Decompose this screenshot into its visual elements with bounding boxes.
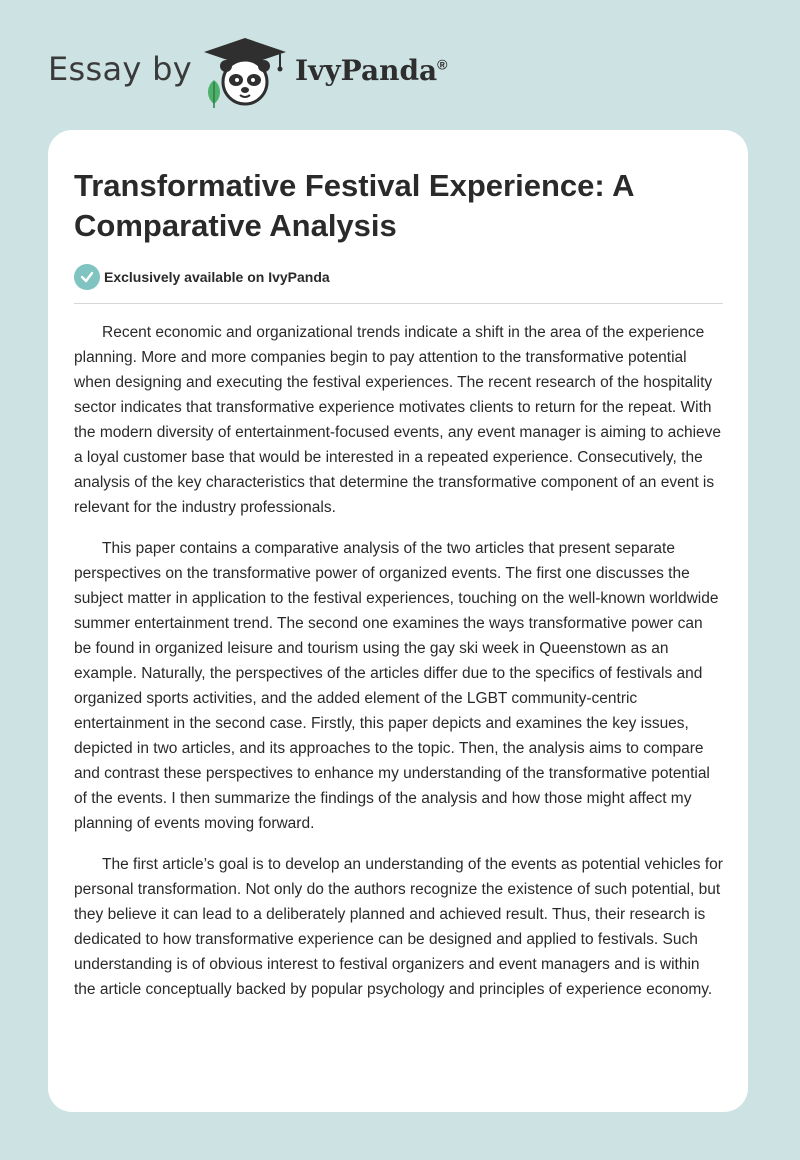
exclusive-badge: [74, 264, 330, 290]
essay-by-label: Essay by: [48, 50, 192, 88]
paragraph: This paper contains a comparative analysis of the two articles that present separate perspectives on the transformative power of organized events. The first one discusses the subject matter in application to the festival experiences, touching on the well-known worldwide summer entertainment trend. The second one examines the ways transformative power can be found in organized leisure and tourism using the gay ski week in Queenstown as an example. Naturally, the perspectives of the articles differ due to the specifics of festivals and organized sports activities, and the added element of the LGBT community-centric entertainment in the second case. Firstly, this paper depicts and examines the key issues, depicted in two articles, and its approaches to the topic. Then, the analysis aims to compare and contrast these perspectives to enhance my understanding of the transformative potential of the events. I then summarize the findings of the analysis and how those might affect my planning of events moving forward.: [74, 540, 719, 832]
essay-body: [74, 320, 724, 1018]
brand-name[interactable]: [295, 54, 448, 87]
exclusive-badge-text: Exclusively available on IvyPanda: [104, 269, 330, 285]
divider: [74, 303, 723, 304]
essay-card: [48, 130, 748, 1112]
essay-title: Transformative Festival Experience: A Comparative Analysis: [74, 168, 634, 243]
ivypanda-panda-logo-icon[interactable]: [200, 36, 290, 110]
paragraph: The first article’s goal is to develop an understanding of the events as potential vehicles for personal transformation. Not only do the authors recognize the existence of such potential, but they believe it can lead to a deliberately planned and achieved result. Thus, their research is dedicated to how transformative experience can be designed and applied to festivals. Such understanding is of obvious interest to festival organizers and event managers and is within the article conceptually backed by popular psychology and principles of experience economy.: [74, 856, 723, 998]
checkmark-icon: [74, 264, 100, 290]
site-header: [0, 0, 800, 130]
paragraph: Recent economic and organizational trends indicate a shift in the area of the experience planning. More and more companies begin to pay attention to the transformative potential when designing and executing the festival experiences. The recent research of the hospitality sector indicates that transformative experience motivates clients to return for the repeat. With the modern diversity of entertainment-focused events, any event manager is aiming to achieve a loyal customer base that would be interested in a repeated experience. Consecutively, the analysis of the key characteristics that determine the transformative component of an event is relevant for the industry professionals.: [74, 324, 722, 516]
registered-mark: ®: [437, 56, 448, 73]
brand-name-text: IvyPanda: [295, 54, 438, 87]
